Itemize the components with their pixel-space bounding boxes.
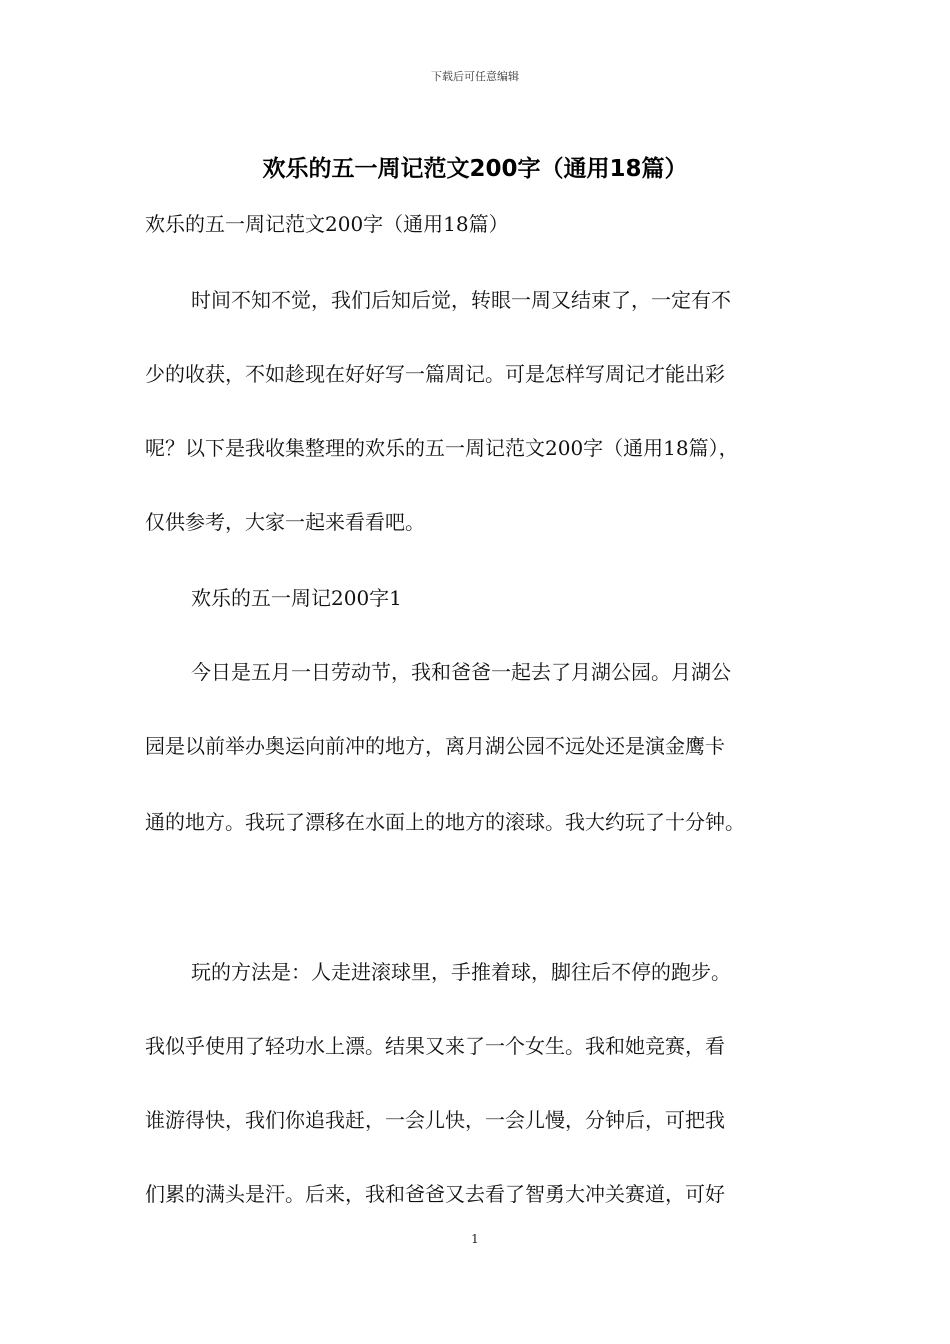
paragraph-line: 今日是五月一日劳动节，我和爸爸一起去了月湖公园。月湖公 — [191, 660, 731, 684]
paragraph-line: 我似乎使用了轻功水上漂。结果又来了一个女生。我和她竞赛，看 — [145, 1034, 725, 1058]
header-note: 下载后可任意编辑 — [431, 70, 519, 83]
paragraph-line: 通的地方。我玩了漂移在水面上的地方的滚球。我大约玩了十分钟。 — [145, 810, 745, 834]
paragraph-line: 玩的方法是：人走进滚球里，手推着球，脚往后不停的跑步。 — [191, 960, 731, 984]
paragraph-line: 呢？以下是我收集整理的欢乐的五一周记范文200字（通用18篇）， — [145, 436, 739, 460]
page-number: 1 — [471, 1232, 479, 1246]
paragraph-line: 仅供参考，大家一起来看看吧。 — [145, 510, 425, 534]
paragraph-line: 时间不知不觉，我们后知后觉，转眼一周又结束了，一定有不 — [191, 288, 731, 312]
paragraph-line: 谁游得快，我们你追我赶，一会儿快，一会儿慢，分钟后，可把我 — [145, 1108, 725, 1132]
paragraph-line: 少的收获，不如趁现在好好写一篇周记。可是怎样写周记才能出彩 — [145, 362, 725, 386]
paragraph-line: 园是以前举办奥运向前冲的地方，离月湖公园不远处还是演金鹰卡 — [145, 734, 725, 758]
paragraph-line: 们累的满头是汗。后来，我和爸爸又去看了智勇大冲关赛道，可好 — [145, 1182, 725, 1206]
document-title: 欢乐的五一周记范文200字（通用18篇） — [262, 156, 688, 182]
document-subtitle: 欢乐的五一周记范文200字（通用18篇） — [145, 212, 509, 236]
section-heading: 欢乐的五一周记200字1 — [191, 586, 402, 610]
